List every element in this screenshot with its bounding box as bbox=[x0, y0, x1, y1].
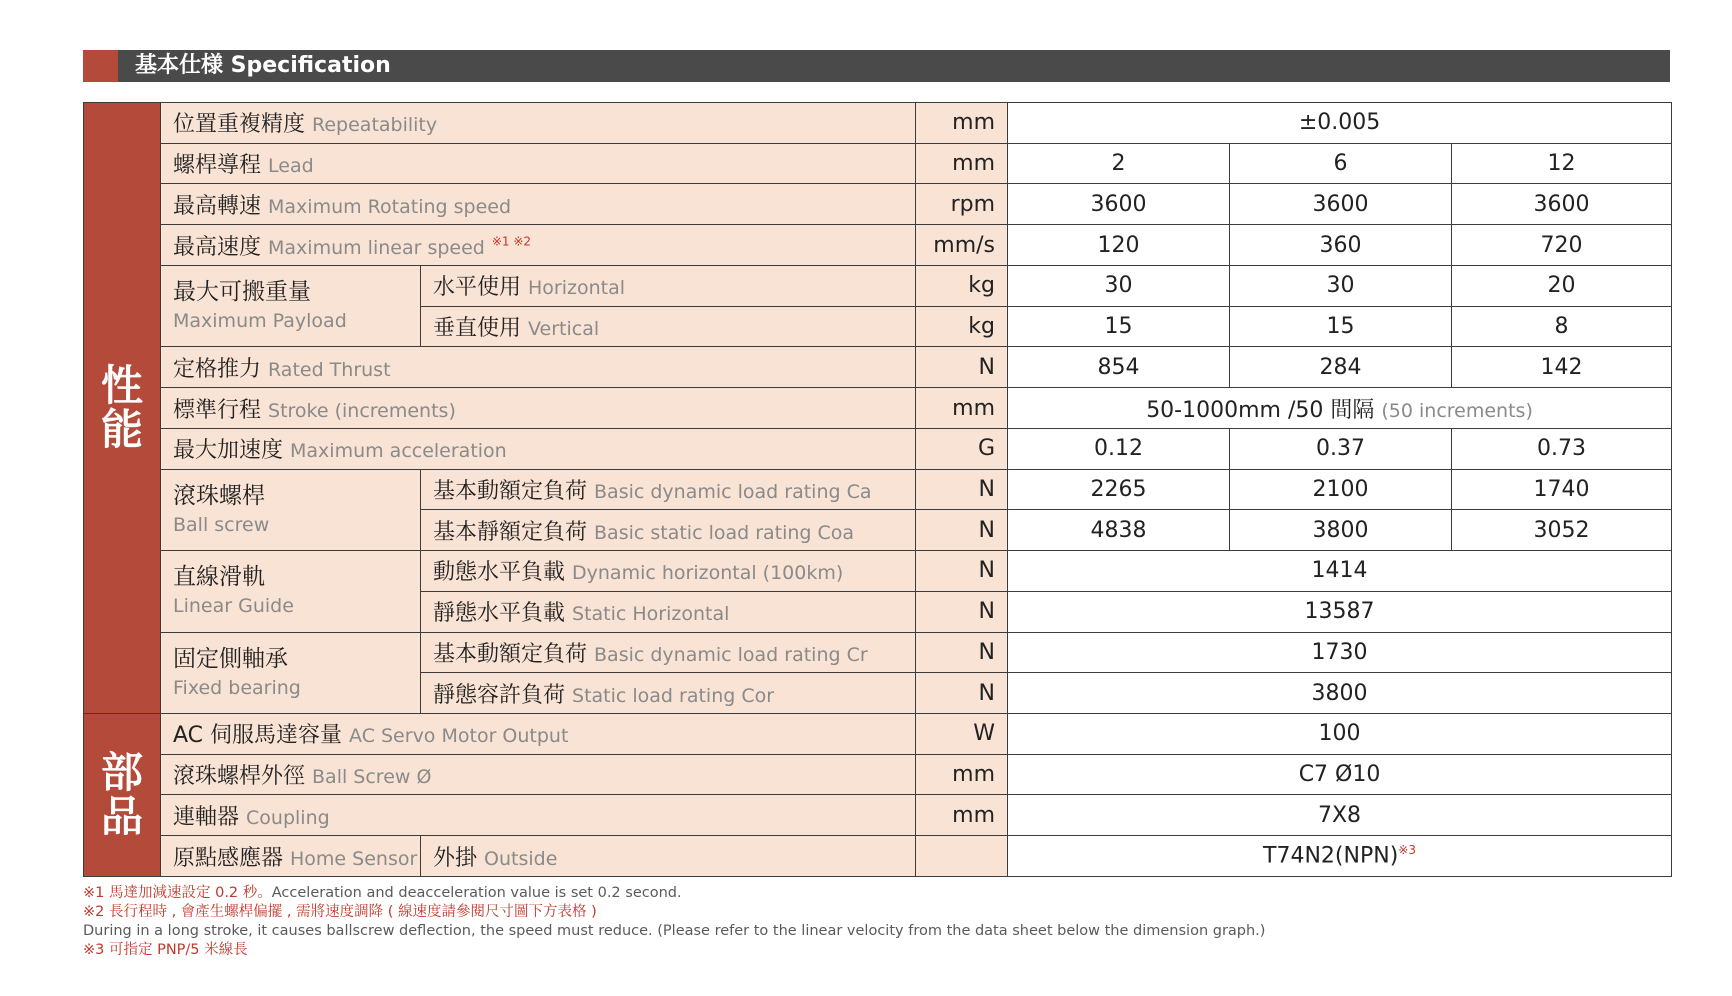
value-cell: 13587 bbox=[1008, 591, 1672, 632]
value-cell: 284 bbox=[1230, 347, 1452, 388]
table-row bbox=[84, 551, 1672, 592]
table-row bbox=[84, 632, 1672, 673]
value-cell: 854 bbox=[1008, 347, 1230, 388]
unit-cell: mm bbox=[916, 143, 1008, 184]
value-cell: 360 bbox=[1230, 225, 1452, 266]
table-row bbox=[84, 103, 1672, 144]
row-label-max-rpm: 最高轉速 Maximum Rotating speed bbox=[161, 184, 916, 225]
table-row bbox=[84, 388, 1672, 429]
unit-cell: mm bbox=[916, 795, 1008, 836]
value-cell: 3600 bbox=[1008, 184, 1230, 225]
footnote-1: ※1 馬達加減速設定 0.2 秒。Acceleration and deacceleration value is set 0.2 second. bbox=[83, 885, 682, 901]
specification-table bbox=[83, 102, 1672, 877]
row-group-ball-screw: 滾珠螺桿 Ball screw bbox=[161, 469, 421, 550]
section-title: 基本仕様 Specification bbox=[135, 53, 391, 78]
row-label-linear-guide-dynamic: 動態水平負載 Dynamic horizontal (100km) bbox=[421, 551, 916, 592]
unit-cell: N bbox=[916, 591, 1008, 632]
value-cell: 50-1000mm /50 間隔 (50 increments) bbox=[1008, 388, 1672, 429]
row-label-ball-screw-static: 基本靜額定負荷 Basic static load rating Coa bbox=[421, 510, 916, 551]
footnote-mark: ※3 bbox=[1398, 843, 1416, 858]
value-cell: 2 bbox=[1008, 143, 1230, 184]
value-cell: 3800 bbox=[1008, 673, 1672, 714]
footnote-2: ※2 長行程時 , 會產生螺桿偏擺 , 需將速度調降 ( 線速度請參閱尺寸圖下方表格 ) bbox=[83, 904, 597, 920]
value-cell: 3600 bbox=[1230, 184, 1452, 225]
row-label-thrust: 定格推力 Rated Thrust bbox=[161, 347, 916, 388]
row-label-payload-vertical: 垂直使用 Vertical bbox=[421, 306, 916, 347]
row-label-linear-guide-static: 靜態水平負載 Static Horizontal bbox=[421, 591, 916, 632]
unit-cell: mm bbox=[916, 754, 1008, 795]
row-group-fixed-bearing: 固定側軸承 Fixed bearing bbox=[161, 632, 421, 713]
value-cell: 120 bbox=[1008, 225, 1230, 266]
value-cell: 3800 bbox=[1230, 510, 1452, 551]
row-label-ball-screw-dynamic: 基本動額定負荷 Basic dynamic load rating Ca bbox=[421, 469, 916, 510]
row-label-repeatability: 位置重複精度 Repeatability bbox=[161, 103, 916, 144]
value-cell: 20 bbox=[1452, 265, 1672, 306]
unit-cell: kg bbox=[916, 265, 1008, 306]
value-cell: 100 bbox=[1008, 714, 1672, 755]
row-group-payload: 最大可搬重量 Maximum Payload bbox=[161, 265, 421, 346]
row-label-coupling: 連軸器 Coupling bbox=[161, 795, 916, 836]
value-cell: 2100 bbox=[1230, 469, 1452, 510]
value-cell: 3600 bbox=[1452, 184, 1672, 225]
value-cell: 8 bbox=[1452, 306, 1672, 347]
row-label-accel: 最大加速度 Maximum acceleration bbox=[161, 428, 916, 469]
table-row bbox=[84, 469, 1672, 510]
value-cell: 15 bbox=[1230, 306, 1452, 347]
table-row bbox=[84, 428, 1672, 469]
table-row bbox=[84, 225, 1672, 266]
value-cell: 4838 bbox=[1008, 510, 1230, 551]
row-label-fixed-bearing-static: 靜態容許負荷 Static load rating Cor bbox=[421, 673, 916, 714]
value-cell: 1730 bbox=[1008, 632, 1672, 673]
footnote-2-en: During in a long stroke, it causes ballscrew deflection, the speed must reduce. (Please refer to the linear velocity from the data sheet below the dimension graph.) bbox=[83, 923, 1266, 939]
table-row bbox=[84, 143, 1672, 184]
section-header-bar bbox=[83, 50, 1670, 82]
value-cell: 1414 bbox=[1008, 551, 1672, 592]
row-label-screw-diameter: 滾珠螺桿外徑 Ball Screw Ø bbox=[161, 754, 916, 795]
table-row bbox=[84, 184, 1672, 225]
value-cell: 30 bbox=[1008, 265, 1230, 306]
unit-cell: kg bbox=[916, 306, 1008, 347]
unit-cell: rpm bbox=[916, 184, 1008, 225]
value-cell: 7X8 bbox=[1008, 795, 1672, 836]
value-cell: 2265 bbox=[1008, 469, 1230, 510]
unit-cell: N bbox=[916, 632, 1008, 673]
table-row bbox=[84, 795, 1672, 836]
value-cell: 0.73 bbox=[1452, 428, 1672, 469]
unit-cell: G bbox=[916, 428, 1008, 469]
header-accent-block bbox=[83, 50, 118, 82]
row-label-home-sensor: 原點感應器 Home Sensor bbox=[161, 836, 421, 877]
value-cell: 720 bbox=[1452, 225, 1672, 266]
row-label-lead: 螺桿導程 Lead bbox=[161, 143, 916, 184]
unit-cell: W bbox=[916, 714, 1008, 755]
unit-cell: N bbox=[916, 469, 1008, 510]
unit-cell: N bbox=[916, 510, 1008, 551]
table-row bbox=[84, 836, 1672, 877]
unit-cell: mm/s bbox=[916, 225, 1008, 266]
row-label-max-speed: 最高速度 Maximum linear speed $^{※1 ※2}$ bbox=[161, 225, 916, 266]
value-cell: ±0.005 bbox=[1008, 103, 1672, 144]
unit-cell: mm bbox=[916, 103, 1008, 144]
unit-cell: N bbox=[916, 673, 1008, 714]
table-row bbox=[84, 265, 1672, 306]
row-label-home-sensor-type: 外掛 Outside bbox=[421, 836, 916, 877]
footnote-mark: ※1 ※2 bbox=[491, 234, 532, 249]
unit-cell bbox=[916, 836, 1008, 877]
table-row bbox=[84, 347, 1672, 388]
value-cell: 15 bbox=[1008, 306, 1230, 347]
row-label-stroke: 標準行程 Stroke (increments) bbox=[161, 388, 916, 429]
value-cell: 6 bbox=[1230, 143, 1452, 184]
row-group-linear-guide: 直線滑軌 Linear Guide bbox=[161, 551, 421, 632]
value-cell: 3052 bbox=[1452, 510, 1672, 551]
value-cell: 0.12 bbox=[1008, 428, 1230, 469]
value-cell: 12 bbox=[1452, 143, 1672, 184]
row-label-motor: AC 伺服馬達容量 AC Servo Motor Output bbox=[161, 714, 916, 755]
category-components: 部品 bbox=[84, 714, 161, 877]
value-cell: 30 bbox=[1230, 265, 1452, 306]
footnote-3: ※3 可指定 PNP/5 米線長 bbox=[83, 942, 248, 958]
value-cell: 0.37 bbox=[1230, 428, 1452, 469]
category-performance: 性能 bbox=[84, 103, 161, 714]
table-row bbox=[84, 714, 1672, 755]
unit-cell: N bbox=[916, 347, 1008, 388]
unit-cell: mm bbox=[916, 388, 1008, 429]
value-cell: T74N2(NPN)$^{※3}$ bbox=[1008, 836, 1672, 877]
value-cell: 1740 bbox=[1452, 469, 1672, 510]
footnotes bbox=[83, 884, 1683, 960]
value-cell: 142 bbox=[1452, 347, 1672, 388]
table-row bbox=[84, 754, 1672, 795]
value-cell: C7 Ø10 bbox=[1008, 754, 1672, 795]
row-label-payload-horizontal: 水平使用 Horizontal bbox=[421, 265, 916, 306]
unit-cell: N bbox=[916, 551, 1008, 592]
row-label-fixed-bearing-dynamic: 基本動額定負荷 Basic dynamic load rating Cr bbox=[421, 632, 916, 673]
